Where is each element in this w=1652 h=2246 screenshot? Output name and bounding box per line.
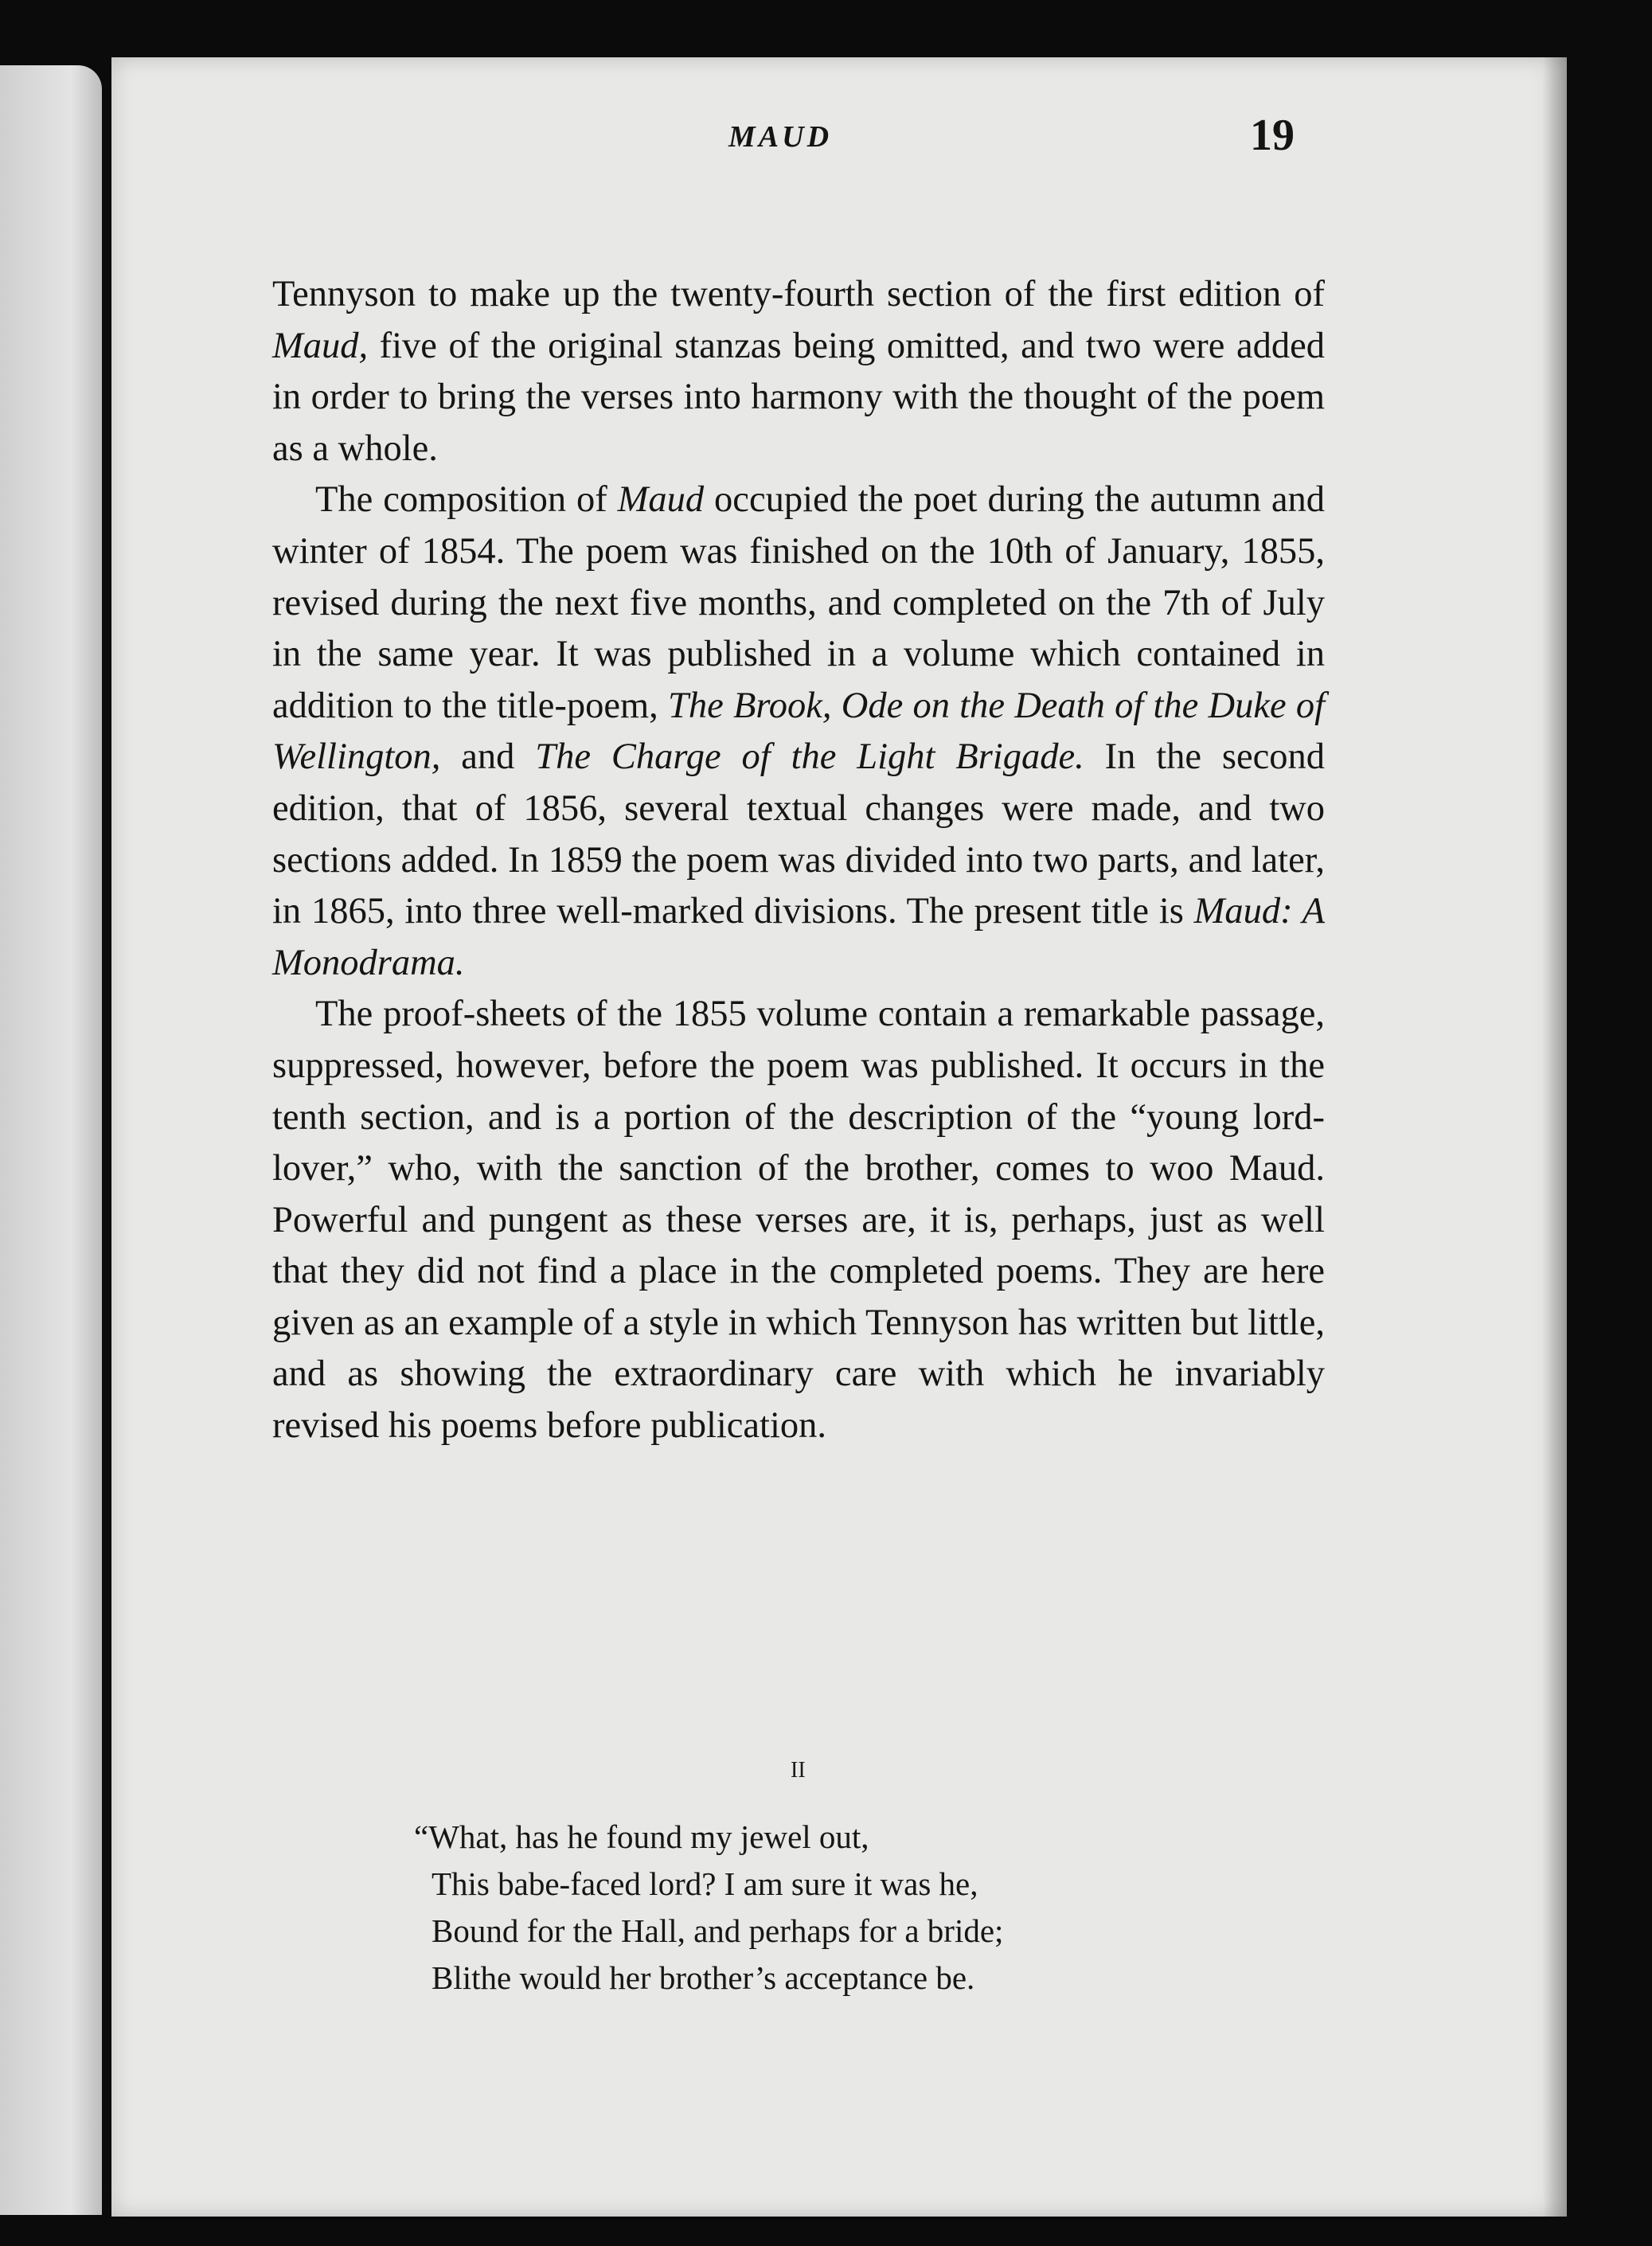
running-head: MAUD <box>728 120 833 154</box>
paragraph-text: and <box>440 736 536 778</box>
body-paragraph <box>272 989 1325 1451</box>
verse-line: Blithe would her brother’s acceptance be. <box>432 1959 975 1996</box>
italic-title-text: Maud <box>617 479 705 521</box>
section-number: II <box>791 1758 806 1783</box>
verse-line: “What, has he found my jewel out, <box>414 1818 869 1855</box>
italic-title-text: Maud, <box>272 325 369 366</box>
verse-line: Bound for the Hall, and perhaps for a bride; <box>432 1912 1004 1949</box>
page-number: 19 <box>1250 111 1295 160</box>
paragraph-text: occupied the poet during the autumn and winter of 1854. The poem was finished on the 10th of January, 1855, revised during the next five months, and completed on the 7th of July in the same year. It was published in a volume which contained in addition to the title-poem, <box>272 479 1325 726</box>
italic-title-text: Maud: A Monodrama. <box>272 891 1325 983</box>
paragraph-text: The proof-sheets of the 1855 volume contain a remarkable passage, suppressed, however, before the poem was published. It occurs in the tenth section, and is a portion of the description of the “young lord-lover,” who, with the sanction of the brother, comes to woo Maud. Powerful and pungent as these verses are, it is, perhaps, just as well that they did not find a place in the completed poems. They are here given as an example of a style in which Tennyson has written but little, and as showing the extraordinary care with which he invariably revised his poems before publication. <box>272 994 1325 1447</box>
paragraph-text: The composition of <box>315 479 618 521</box>
paragraph-text: In the second edition, that of 1856, several textual changes were made, and two sections added. In 1859 the poem was divided into two parts, and later, in 1865, into three well-marked divisions. The present title is <box>272 736 1326 932</box>
body-paragraph <box>272 269 1325 475</box>
verse-line: This babe-faced lord? I am sure it was he, <box>432 1865 978 1902</box>
paragraph-text: five of the original stanzas being omitted, and two were added in order to bring the verses into harmony with the thought of the poem as a whole. <box>272 325 1325 469</box>
italic-title-text: The Charge of the Light Brigade. <box>535 736 1084 778</box>
verse-block <box>414 1814 1003 2002</box>
body-paragraph <box>272 475 1325 989</box>
body-text <box>272 269 1325 1452</box>
previous-page-edge <box>0 65 102 2215</box>
italic-title-text: The Brook, Ode on the Death of the Duke of Wellington, <box>272 685 1325 778</box>
paragraph-text: Tennyson to make up the twenty-fourth section of the first edition of <box>272 274 1325 314</box>
